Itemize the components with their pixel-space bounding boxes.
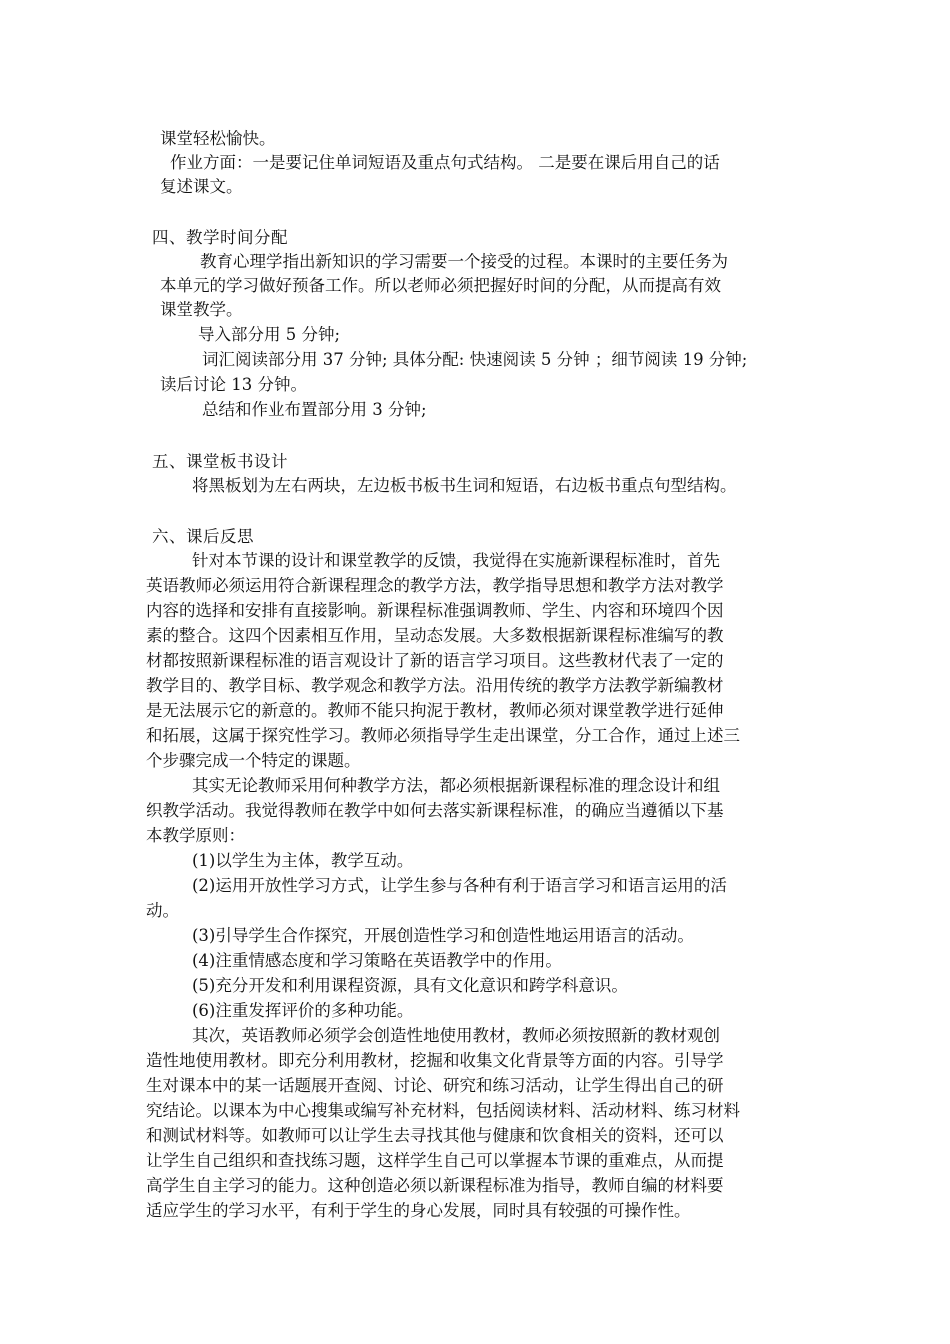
section-heading-reflection: 六、课后反思	[152, 527, 254, 546]
principle-item: (1)以学生为主体，教学互动。	[192, 851, 414, 870]
paragraph-line: 导入部分用 5 分钟;	[198, 325, 341, 344]
paragraph-line: 适应学生的学习水平，有利于学生的身心发展，同时具有较强的可操作性。	[146, 1201, 691, 1220]
paragraph-line: 词汇阅读部分用 37 分钟; 具体分配: 快速阅读 5 分钟 ；细节阅读 19 分钟;	[202, 350, 748, 369]
paragraph-line: 个步骤完成一个特定的课题。	[146, 751, 361, 770]
paragraph-line: 织教学活动。我觉得教师在教学中如何去落实新课程标准，的确应当遵循以下基	[146, 801, 724, 820]
section-heading-time-allocation: 四、教学时间分配	[152, 228, 288, 247]
paragraph-line: 其次，英语教师必须学会创造性地使用教材，教师必须按照新的教材观创	[192, 1026, 720, 1045]
intro-line-2: 作业方面：一是要记住单词短语及重点句式结构。 二是要在课后用自己的话	[170, 153, 720, 172]
paragraph-line: 造性地使用教材。即充分利用教材，挖掘和收集文化背景等方面的内容。引导学	[146, 1051, 724, 1070]
intro-line-1: 课堂轻松愉快。	[160, 129, 276, 148]
paragraph-line: 本教学原则：	[146, 826, 245, 845]
paragraph-line: 和测试材料等。如教师可以让学生去寻找其他与健康和饮食相关的资料，还可以	[146, 1126, 724, 1145]
paragraph-line: 本单元的学习做好预备工作。所以老师必须把握好时间的分配，从而提高有效	[160, 276, 721, 295]
paragraph-line: 和拓展，这属于探究性学习。教师必须指导学生走出课堂，分工合作，通过上述三	[146, 726, 740, 745]
principle-item: (4)注重情感态度和学习策略在英语教学中的作用。	[192, 951, 562, 970]
principle-item: (5)充分开发和利用课程资源，具有文化意识和跨学科意识。	[192, 976, 628, 995]
paragraph-line: 将黑板划为左右两块，左边板书板书生词和短语，右边板书重点句型结构。	[192, 476, 737, 495]
paragraph-line: 让学生自己组织和查找练习题，这样学生自己可以掌握本节课的重难点，从而提	[146, 1151, 724, 1170]
paragraph-line: 生对课本中的某一话题展开查阅、讨论、研究和练习活动，让学生得出自己的研	[146, 1076, 724, 1095]
paragraph-line: 内容的选择和安排有直接影响。新课程标准强调教师、学生、内容和环境四个因	[146, 601, 724, 620]
paragraph-line: 高学生自主学习的能力。这种创造必须以新课程标准为指导，教师自编的材料要	[146, 1176, 724, 1195]
principle-item-continued: 动。	[146, 901, 179, 920]
paragraph-line: 课堂教学。	[160, 300, 243, 319]
paragraph-line: 读后讨论 13 分钟。	[160, 375, 307, 394]
paragraph-line: 其实无论教师采用何种教学方法，都必须根据新课程标准的理念设计和组	[192, 776, 720, 795]
paragraph-line: 究结论。以课本为中心搜集或编写补充材料，包括阅读材料、活动材料、练习材料	[146, 1101, 740, 1120]
paragraph-line: 总结和作业布置部分用 3 分钟;	[202, 400, 427, 419]
intro-line-3: 复述课文。	[160, 177, 243, 196]
principle-item: (3)引导学生合作探究，开展创造性学习和创造性地运用语言的活动。	[192, 926, 694, 945]
paragraph-line: 针对本节课的设计和课堂教学的反馈，我觉得在实施新课程标准时，首先	[192, 551, 720, 570]
principle-item: (2)运用开放性学习方式，让学生参与各种有利于语言学习和语言运用的活	[192, 876, 727, 895]
paragraph-line: 是无法展示它的新意的。教师不能只拘泥于教材，教师必须对课堂教学进行延伸	[146, 701, 724, 720]
paragraph-line: 教育心理学指出新知识的学习需要一个接受的过程。本课时的主要任务为	[200, 252, 728, 271]
paragraph-line: 教学目的、教学目标、教学观念和教学方法。沿用传统的教学方法教学新编教材	[146, 676, 724, 695]
paragraph-line: 材都按照新课程标准的语言观设计了新的语言学习项目。这些教材代表了一定的	[146, 651, 724, 670]
principle-item: (6)注重发挥评价的多种功能。	[192, 1001, 414, 1020]
paragraph-line: 素的整合。这四个因素相互作用，呈动态发展。大多数根据新课程标准编写的教	[146, 626, 724, 645]
paragraph-line: 英语教师必须运用符合新课程理念的教学方法，教学指导思想和教学方法对教学	[146, 576, 724, 595]
section-heading-board-design: 五、课堂板书设计	[152, 452, 288, 471]
